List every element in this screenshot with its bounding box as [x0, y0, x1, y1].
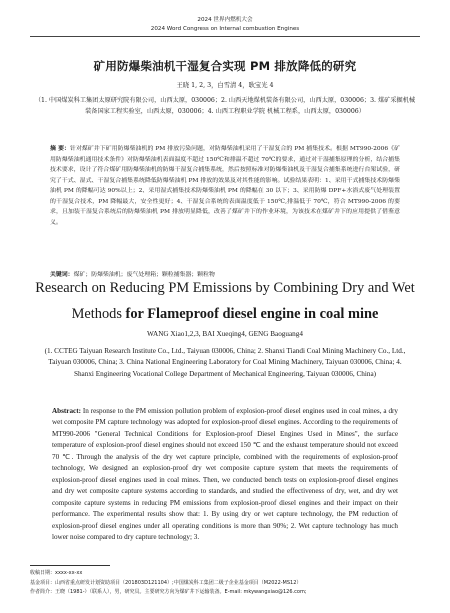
header-divider [30, 36, 420, 37]
title-en-bold: for Flameproof diesel engine in coal mine [125, 306, 379, 322]
authors-cn: 王晓 1, 2, 3，白雪清 4，耿宝光 4 [176, 82, 274, 89]
abstract-text-cn: 针对煤矿井下矿用防爆柴油机的 PM 排放污染问题，对防爆柴油机采用了干湿复合的 PM 捕集技术。根据 MT990-2006《矿用防爆柴油机通用技术条件》对防爆柴油机表面温度不超过 150℃和排温不超过 70℃的要求，通过对干湿捕集原理的分析，结合捕集技术要求，设计了符合煤矿用防爆柴油机的防爆干湿复合捕集系统，然后按照标准对防爆柴油机及干湿复合捕集系统进行台架试验，研究了干式、湿式、干湿复合捕集系统降低防爆柴油机 PM 排放的效果及对其性能的影响。试验结果表明：1、采用干式捕集技术防爆柴油机 PM 的降幅可达 90%以上；2、采用湿式捕集技术防爆柴油机 PM 的降幅在 30 以下；3、采用防爆 DPF+水浴式废气处理装置的干湿复合技术，PM 降幅最大，安全性更好；4、干湿复合系统的表面温度低于 150℃,排温低于 70℃，符合 MT990-2006 的要求，且加装干湿复合系统后的防爆柴油机 PM 排放明显降低，改善了煤矿井下的作业环境，为该技术在煤矿井下的应用提供了借鉴意义。 [50, 146, 400, 226]
footnote-fund: 基金项目：山西省重点研发计划资助项目（201803D121104）;中国煤炭科工集团二级子企业基金项目（M2022-MS12） [30, 579, 302, 586]
abstract-label-cn: 摘 要： [50, 145, 70, 152]
footnote-author: 作者简介：王晓（1981-）（联系人），男，研究员。主要研究方向为煤矿井下运输装备。E-mail: mkywangxiao@126.com; [30, 589, 307, 595]
paper-title-en-line2 [0, 306, 450, 323]
conference-name-cn: 2024 世界内燃机大会 [197, 17, 253, 23]
abstract-text-en: In response to the PM emission pollution problem of explosion-proof diesel engines used in coal mines, a dry wet composite PM capture technology was adopted for explosion-proof diesel engines. According to the requirements of MT990-2006 "General Technical Conditions for Explosion-proof Diesel Engines Used in Mines", the surface temperature of explosion-proof diesel engines should not exceed 150 ℃ and the exhaust temperature should not exceed 70 ℃. Through the analysis of the dry wet capture principle, combined with the requirements of explosion-proof technology, We designed an explosion-proof dry wet composite capture system that meets the requirements of explosion-proof diesel engines used in coal mines. Then, we conducted bench tests on explosion-proof diesel engines and dry wet composite capture systems according to standards, and studied the effectiveness of dry, wet, and dry wet composite capture systems in reducing PM emissions from explosion-proof diesel engines and their impact on their performance. The experimental results show that: 1. By using dry or wet capture technology, the PM reduction of explosion-proof diesel engines under all operating conditions is more than 90%; 2. Wet capture technology has much lower noise compared to dry capture technology; 3. [52, 407, 398, 541]
footnotes [30, 569, 430, 598]
affiliation-cn: （1. 中国煤炭科工集团太原研究院有限公司，山西太原，030006；2. 山西天地煤机装备有限公司，山西太原，030006；3. 煤矿采掘机械装备国家工程实验室，山西太原，030006；4. 山西工程职业学院 机械工程系，山西太原，030006） [34, 97, 416, 115]
abstract-en [52, 406, 398, 543]
abstract-label-en: Abstract: [52, 407, 81, 415]
abstract-cn [50, 144, 400, 228]
keywords-text-cn: 煤矿；防爆柴油机；废气处理箱；颗粒捕集器；颗粒物 [73, 272, 215, 278]
footnote-received: 收稿日期：xxxx-xx-xx [30, 570, 83, 576]
footnote-divider [30, 565, 110, 566]
conference-name-en: 2024 Word Congress on Internal combustion Engines [150, 26, 300, 32]
keywords-label-cn: 关键词： [50, 271, 74, 278]
authors-en: WANG Xiao1,2,3, BAI Xueqing4, GENG Baoguang4 [147, 330, 303, 338]
title-en-plain: Methods [71, 306, 126, 322]
keywords-cn [50, 270, 400, 280]
paper-title-cn: 矿用防爆柴油机干湿复合实现 PM 排放降低的研究 [93, 59, 357, 73]
conference-header [0, 16, 450, 34]
affiliation-en: (1. CCTEG Taiyuan Research Institute Co., Ltd., Taiyuan 030006, China; 2. Shanxi Tiandi Coal Mining Machinery Co., Ltd., Taiyuan 030006, China; 3. China National Engineering Laboratory for Coal Mining Machinery, Taiyuan 030006, China; 4. Shanxi Engineering Vocational College Department of Mechanical Engineering, Taiyuan 030006, China) [44, 347, 406, 378]
paper-title-en-line1: Research on Reducing PM Emissions by Combining Dry and Wet [35, 280, 415, 296]
